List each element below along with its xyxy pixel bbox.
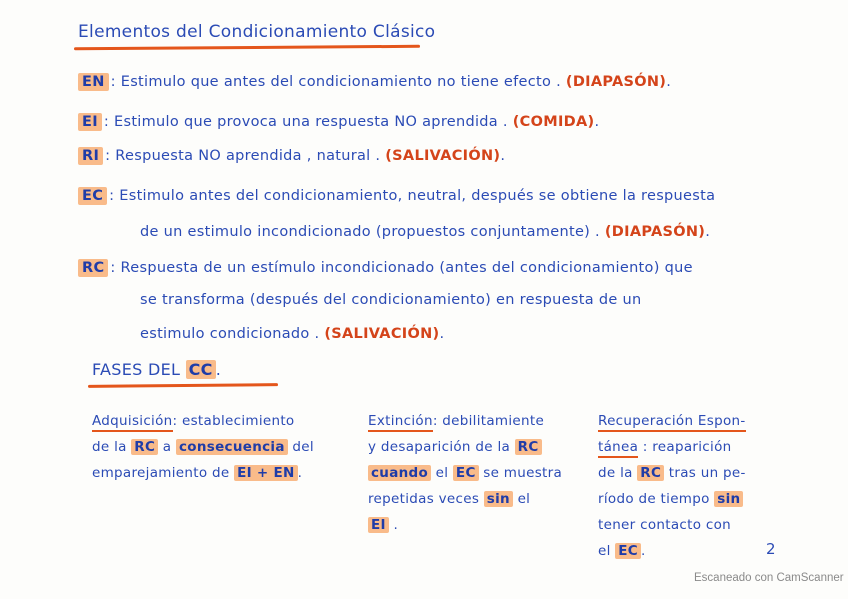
txt: repetidas veces	[368, 491, 484, 507]
txt: ríodo de tiempo	[598, 491, 715, 507]
txt: del	[287, 439, 314, 455]
mark-sin: sin	[484, 491, 513, 507]
definition-tag-ec: EC	[78, 187, 107, 205]
column-extincion-line-4	[368, 486, 562, 512]
fases-prefix: FASES DEL	[92, 360, 186, 379]
mark-consecuencia: consecuencia	[176, 439, 288, 455]
definition-ri	[78, 146, 505, 166]
definition-ec	[78, 186, 715, 206]
txt: .	[388, 517, 399, 533]
definition-text-ri: : Respuesta NO aprendida , natural .	[105, 148, 381, 164]
section-heading-fases	[92, 360, 221, 379]
column-recuperacion-line-5: tener contacto con	[598, 517, 732, 533]
column-recuperacion-espontanea	[598, 408, 746, 564]
mark-ec: EC	[615, 543, 641, 559]
title-underline	[74, 45, 420, 50]
page-number: 2	[766, 540, 776, 558]
mark-rc: RC	[515, 439, 542, 455]
definition-tag-ei: EI	[78, 113, 102, 131]
definition-en	[78, 72, 671, 92]
definition-text-ei: : Estimulo que provoca una respuesta NO aprendida .	[103, 114, 508, 130]
mark-sin: sin	[714, 491, 743, 507]
column-adquisicion-title: Adquisición	[92, 413, 173, 432]
scanner-watermark: Escaneado con CamScanner	[694, 572, 844, 584]
column-recuperacion-line-6	[598, 538, 746, 564]
column-recuperacion-title-1: Recuperación Espon-	[598, 413, 746, 432]
column-extincion-line-2	[368, 434, 562, 460]
column-recuperacion-title-2: tánea	[598, 439, 638, 458]
mark-ec: EC	[453, 465, 479, 481]
column-recuperacion-line-1	[598, 408, 746, 434]
definition-rc-continuation-2	[140, 324, 444, 344]
mark-ei-en: EI + EN	[234, 465, 298, 481]
definition-tag-ri: RI	[78, 147, 103, 165]
fases-cc-token: CC	[186, 360, 216, 379]
column-extincion	[368, 408, 562, 538]
txt: .	[297, 465, 303, 481]
definition-ec-continuation	[140, 222, 710, 242]
definition-ec-cont-suffix: .	[705, 224, 711, 240]
column-adquisicion	[92, 408, 314, 486]
column-extincion-line-5	[368, 512, 562, 538]
mark-cuando: cuando	[368, 465, 431, 481]
definition-highlight-ri: (SALIVACIÓN)	[385, 148, 501, 164]
column-recuperacion-line-3	[598, 460, 746, 486]
txt: el	[512, 491, 531, 507]
txt: a	[158, 439, 176, 455]
txt: de la	[92, 439, 132, 455]
definition-ei	[78, 112, 599, 132]
definition-highlight-ei: (COMIDA)	[512, 114, 595, 130]
definition-ec-cont-highlight: (DIAPASÓN)	[604, 224, 706, 240]
definition-text-en: : Estimulo que antes del condicionamiento no tiene efecto .	[110, 74, 561, 90]
definition-rc	[78, 258, 693, 278]
txt: el	[431, 465, 453, 481]
column-recuperacion-line-4	[598, 486, 746, 512]
definition-text-rc: : Respuesta de un estímulo incondicionado (antes del condicionamiento) que	[110, 260, 693, 276]
column-extincion-title: Extinción	[368, 413, 433, 432]
txt: tras un pe-	[664, 465, 746, 481]
definition-suffix-ri: .	[500, 148, 506, 164]
page-title: Elementos del Condicionamiento Clásico	[78, 22, 436, 42]
column-extincion-line-1	[368, 408, 562, 434]
mark-rc: RC	[637, 465, 664, 481]
column-adquisicion-line-2	[92, 434, 314, 460]
column-recuperacion-line-2	[598, 434, 746, 460]
mark-ei: EI	[368, 517, 389, 533]
txt: emparejamiento de	[92, 465, 235, 481]
txt: .	[640, 543, 646, 559]
fases-suffix: .	[215, 360, 222, 379]
txt: y desaparición de la	[368, 439, 515, 455]
definition-rc-cont-highlight: (SALIVACIÓN)	[324, 326, 440, 342]
column-extincion-line-3	[368, 460, 562, 486]
definition-suffix-ei: .	[594, 114, 600, 130]
definition-tag-en: EN	[78, 73, 109, 91]
txt: : reaparición	[638, 439, 732, 455]
txt: el	[598, 543, 616, 559]
definition-text-ec: : Estimulo antes del condicionamiento, neutral, después se obtiene la respuesta	[109, 188, 716, 204]
definition-suffix-en: .	[666, 74, 672, 90]
definition-rc-continuation-1: se transforma (después del condicionamiento) en respuesta de un	[140, 292, 642, 308]
column-adquisicion-line-3	[92, 460, 314, 486]
fases-underline	[88, 383, 278, 387]
definition-rc-cont-suffix: .	[439, 326, 445, 342]
txt: : debilitamiente	[432, 413, 545, 429]
txt: se muestra	[478, 465, 563, 481]
txt: de la	[598, 465, 638, 481]
definition-rc-cont-text: estimulo condicionado .	[140, 326, 320, 342]
definition-highlight-en: (DIAPASÓN)	[565, 74, 667, 90]
column-adquisicion-line-1	[92, 408, 314, 434]
definition-ec-cont-text: de un estimulo incondicionado (propuestos conjuntamente) .	[140, 224, 600, 240]
column-adquisicion-line-1-rest: : establecimiento	[172, 413, 295, 429]
mark-rc: RC	[131, 439, 158, 455]
definition-tag-rc: RC	[78, 259, 108, 277]
